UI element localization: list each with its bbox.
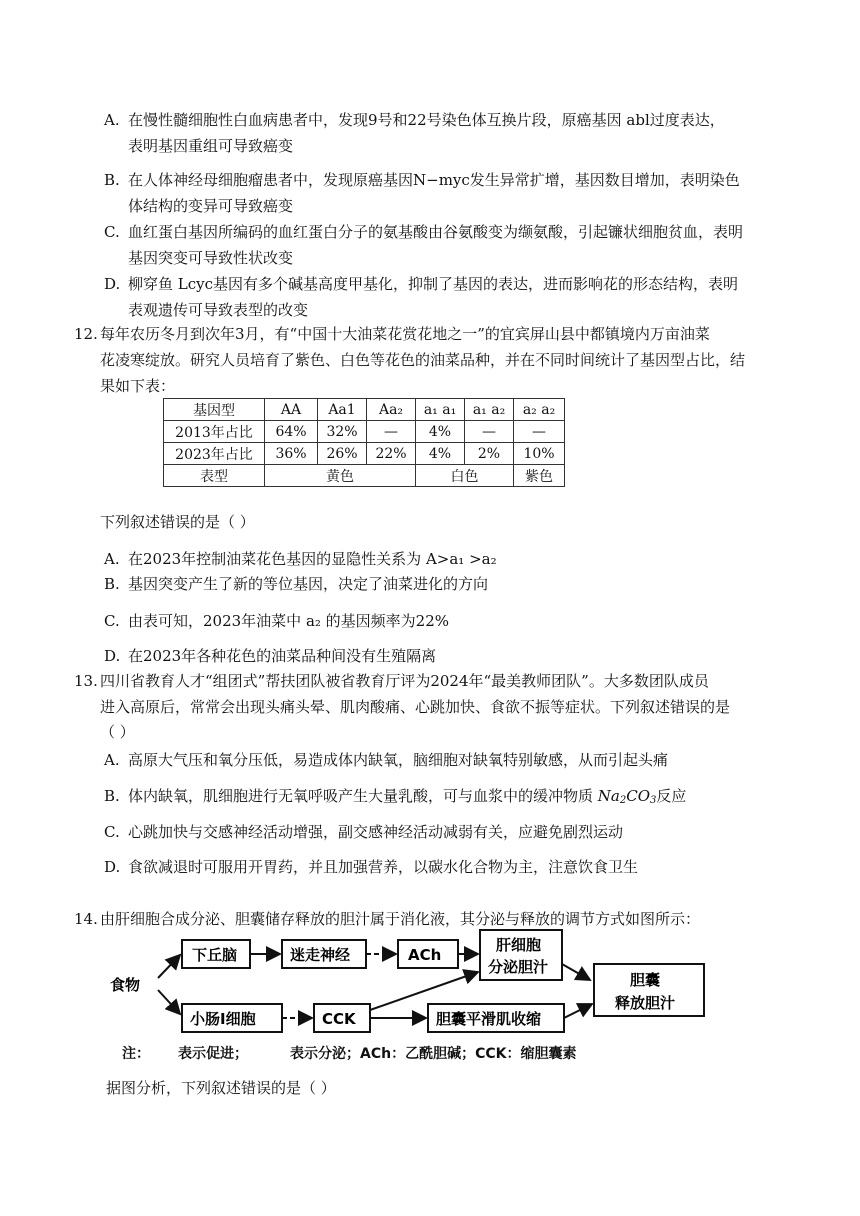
- table-cell: a₁ a₂: [465, 399, 514, 421]
- table-row: [164, 399, 565, 421]
- q13-option-b-line: [128, 786, 686, 811]
- q12-option-d-label: D.: [104, 647, 121, 665]
- table-cell: 表型: [164, 465, 265, 487]
- q11-option-a-label: A.: [104, 111, 120, 129]
- note-secrete: 表示分泌；ACh：乙酰胆碱；CCK：缩胆囊素: [290, 1046, 577, 1062]
- q11-option-d-text-cont: 表观遗传可导致表型的改变: [128, 301, 309, 319]
- table-cell: 26%: [318, 443, 367, 465]
- q11-option-a-text-cont: 表明基因重组可导致癌变: [128, 137, 294, 155]
- q12-stem-line2: 花凌寒绽放。研究人员培育了紫色、白色等花色的油菜品种，并在不同时间统计了基因型占比，结: [100, 351, 746, 369]
- q12-option-c-label: C.: [104, 612, 120, 630]
- q13-number: 13.: [74, 672, 98, 690]
- table-row: [164, 421, 565, 443]
- gallbladder-label-line1: 胆囊: [630, 971, 661, 989]
- q12-option-b-label: B.: [104, 575, 120, 593]
- q13-option-c-text: 心跳加快与交感神经活动增强，副交感神经活动减弱有关，应避免剧烈运动: [128, 823, 624, 841]
- chem-formula: [598, 787, 657, 805]
- q12-option-a-label: A.: [104, 550, 120, 568]
- q11-option-b-label: B.: [104, 171, 120, 189]
- q12-stem-line1: 每年农历冬月到次年3月，有“中国十大油菜花赏花地之一”的宜宾屏山县中都镇境内万亩油菜: [100, 325, 710, 343]
- q12-option-d-text: 在2023年各种花色的油菜品种间没有生殖隔离: [128, 647, 437, 665]
- solid-arrow-legend-icon: [154, 1050, 176, 1058]
- q14-stem: 由肝细胞合成分泌、胆囊储存释放的胆汁属于消化液，其分泌与释放的调节方式如图所示：: [100, 910, 701, 928]
- q13-stem-line1: 四川省教育人才“组团式”帮扶团队被省教育厅评为2024年“最美教师团队”。大多数团队成员: [100, 672, 709, 690]
- table-cell: 32%: [318, 421, 367, 443]
- vagus-label: 迷走神经: [290, 946, 351, 964]
- note-promote: 表示促进；: [178, 1046, 248, 1062]
- chem-na: Na: [597, 787, 620, 805]
- q12-stem-line3: 果如下表：: [100, 377, 176, 395]
- q12-question: 下列叙述错误的是（ ）: [100, 513, 255, 531]
- table-cell: a₂ a₂: [514, 399, 565, 421]
- q11-option-c-text: 血红蛋白基因所编码的血红蛋白分子的氨基酸由谷氨酸变为缬氨酸，引起镰状细胞贫血，表明: [128, 223, 744, 241]
- q13-option-b-suffix: 反应: [656, 787, 687, 805]
- table-cell: 4%: [416, 421, 465, 443]
- table-cell: AA: [265, 399, 318, 421]
- q13-option-b-label: B.: [104, 787, 120, 805]
- q11-option-d-text: 柳穿鱼 Lcyc基因有多个碱基高度甲基化，抑制了基因的表达，进而影响花的形态结构，表明: [128, 275, 739, 293]
- q13-option-d-text: 食欲减退时可服用开胃药，并且加强营养，以碳水化合物为主，注意饮食卫生: [128, 858, 639, 876]
- q11-option-b-text: 在人体神经母细胞瘤患者中，发现原癌基因N−myc发生异常扩增，基因数目增加，表明染色: [128, 171, 740, 189]
- q12-option-b-text: 基因突变产生了新的等位基因，决定了油菜进化的方向: [128, 575, 489, 593]
- table-cell: 黄色: [265, 465, 416, 487]
- q13-stem-line3: （ ）: [100, 723, 135, 741]
- table-cell: 2%: [465, 443, 514, 465]
- chem-sub-3: 3: [650, 795, 657, 806]
- q11-option-c-text-cont: 基因突变可导致性状改变: [128, 249, 294, 267]
- table-cell: 64%: [265, 421, 318, 443]
- q14-question: 据图分析，下列叙述错误的是（ ）: [106, 1079, 336, 1097]
- liver-label-line2: 分泌胆汁: [488, 958, 549, 976]
- table-cell: —: [514, 421, 565, 443]
- note-label: 注：: [122, 1046, 150, 1062]
- ach-label: ACh: [408, 946, 442, 964]
- q13-option-d-label: D.: [104, 858, 121, 876]
- i-cell-label: 小肠Ⅰ细胞: [190, 1010, 256, 1028]
- smooth-muscle-label: 胆囊平滑肌收缩: [436, 1010, 542, 1028]
- table-cell: 4%: [416, 443, 465, 465]
- cck-label: CCK: [322, 1010, 356, 1028]
- arrow-liver-gallbladder: [562, 964, 590, 980]
- arrow-smooth-muscle-gallbladder: [564, 1004, 592, 1018]
- table-cell: —: [465, 421, 514, 443]
- table-cell: Aa1: [318, 399, 367, 421]
- q13-option-c-label: C.: [104, 823, 120, 841]
- table-cell: Aa₂: [367, 399, 416, 421]
- table-cell: —: [367, 421, 416, 443]
- hypothalamus-label: 下丘脑: [192, 946, 238, 964]
- q12-option-a-text: 在2023年控制油菜花色基因的显隐性关系为 A>a₁ >a₂: [128, 550, 497, 568]
- q12-number: 12.: [74, 325, 98, 343]
- q11-option-b-text-cont: 体结构的变异可导致癌变: [128, 197, 294, 215]
- chem-co: CO: [626, 787, 651, 805]
- q13-option-a-text: 高原大气压和氧分压低，易造成体内缺氧，脑细胞对缺氧特别敏感，从而引起头痛: [128, 751, 669, 769]
- food-label: 食物: [110, 976, 141, 994]
- table-cell: 紫色: [514, 465, 565, 487]
- bile-regulation-diagram: [100, 924, 720, 1036]
- table-row: [164, 443, 565, 465]
- table-row: [164, 465, 565, 487]
- arrow-food-hypothalamus: [158, 955, 180, 978]
- chem-sub-2: 2: [619, 795, 627, 806]
- q11-option-c-label: C.: [104, 223, 120, 241]
- q11-option-d-label: D.: [104, 275, 121, 293]
- table-cell: 白色: [416, 465, 514, 487]
- arrow-food-icell: [158, 990, 180, 1014]
- table-cell: 10%: [514, 443, 565, 465]
- table-cell: 2013年占比: [164, 421, 265, 443]
- table-cell: 基因型: [164, 399, 265, 421]
- q14-number: 14.: [74, 910, 98, 928]
- dashed-arrow-legend-icon: [256, 1050, 286, 1058]
- table-cell: 36%: [265, 443, 318, 465]
- gallbladder-label-line2: 释放胆汁: [615, 994, 676, 1012]
- q12-option-c-text: 由表可知，2023年油菜中 a₂ 的基因频率为22%: [128, 612, 450, 630]
- q13-option-b-text: 体内缺氧，肌细胞进行无氧呼吸产生大量乳酸，可与血浆中的缓冲物质: [128, 787, 594, 805]
- liver-label-line1: 肝细胞: [496, 936, 542, 954]
- q13-option-a-label: A.: [104, 751, 120, 769]
- table-cell: a₁ a₁: [416, 399, 465, 421]
- q11-option-a-text: 在慢性髓细胞性白血病患者中，发现9号和22号染色体互换片段，原癌基因 abl过度表达，: [128, 111, 725, 129]
- genotype-table: [163, 398, 565, 487]
- table-cell: 22%: [367, 443, 416, 465]
- q13-stem-line2: 进入高原后，常常会出现头痛头晕、肌肉酸痛、心跳加快、食欲不振等症状。下列叙述错误的是: [100, 698, 731, 716]
- table-cell: 2023年占比: [164, 443, 265, 465]
